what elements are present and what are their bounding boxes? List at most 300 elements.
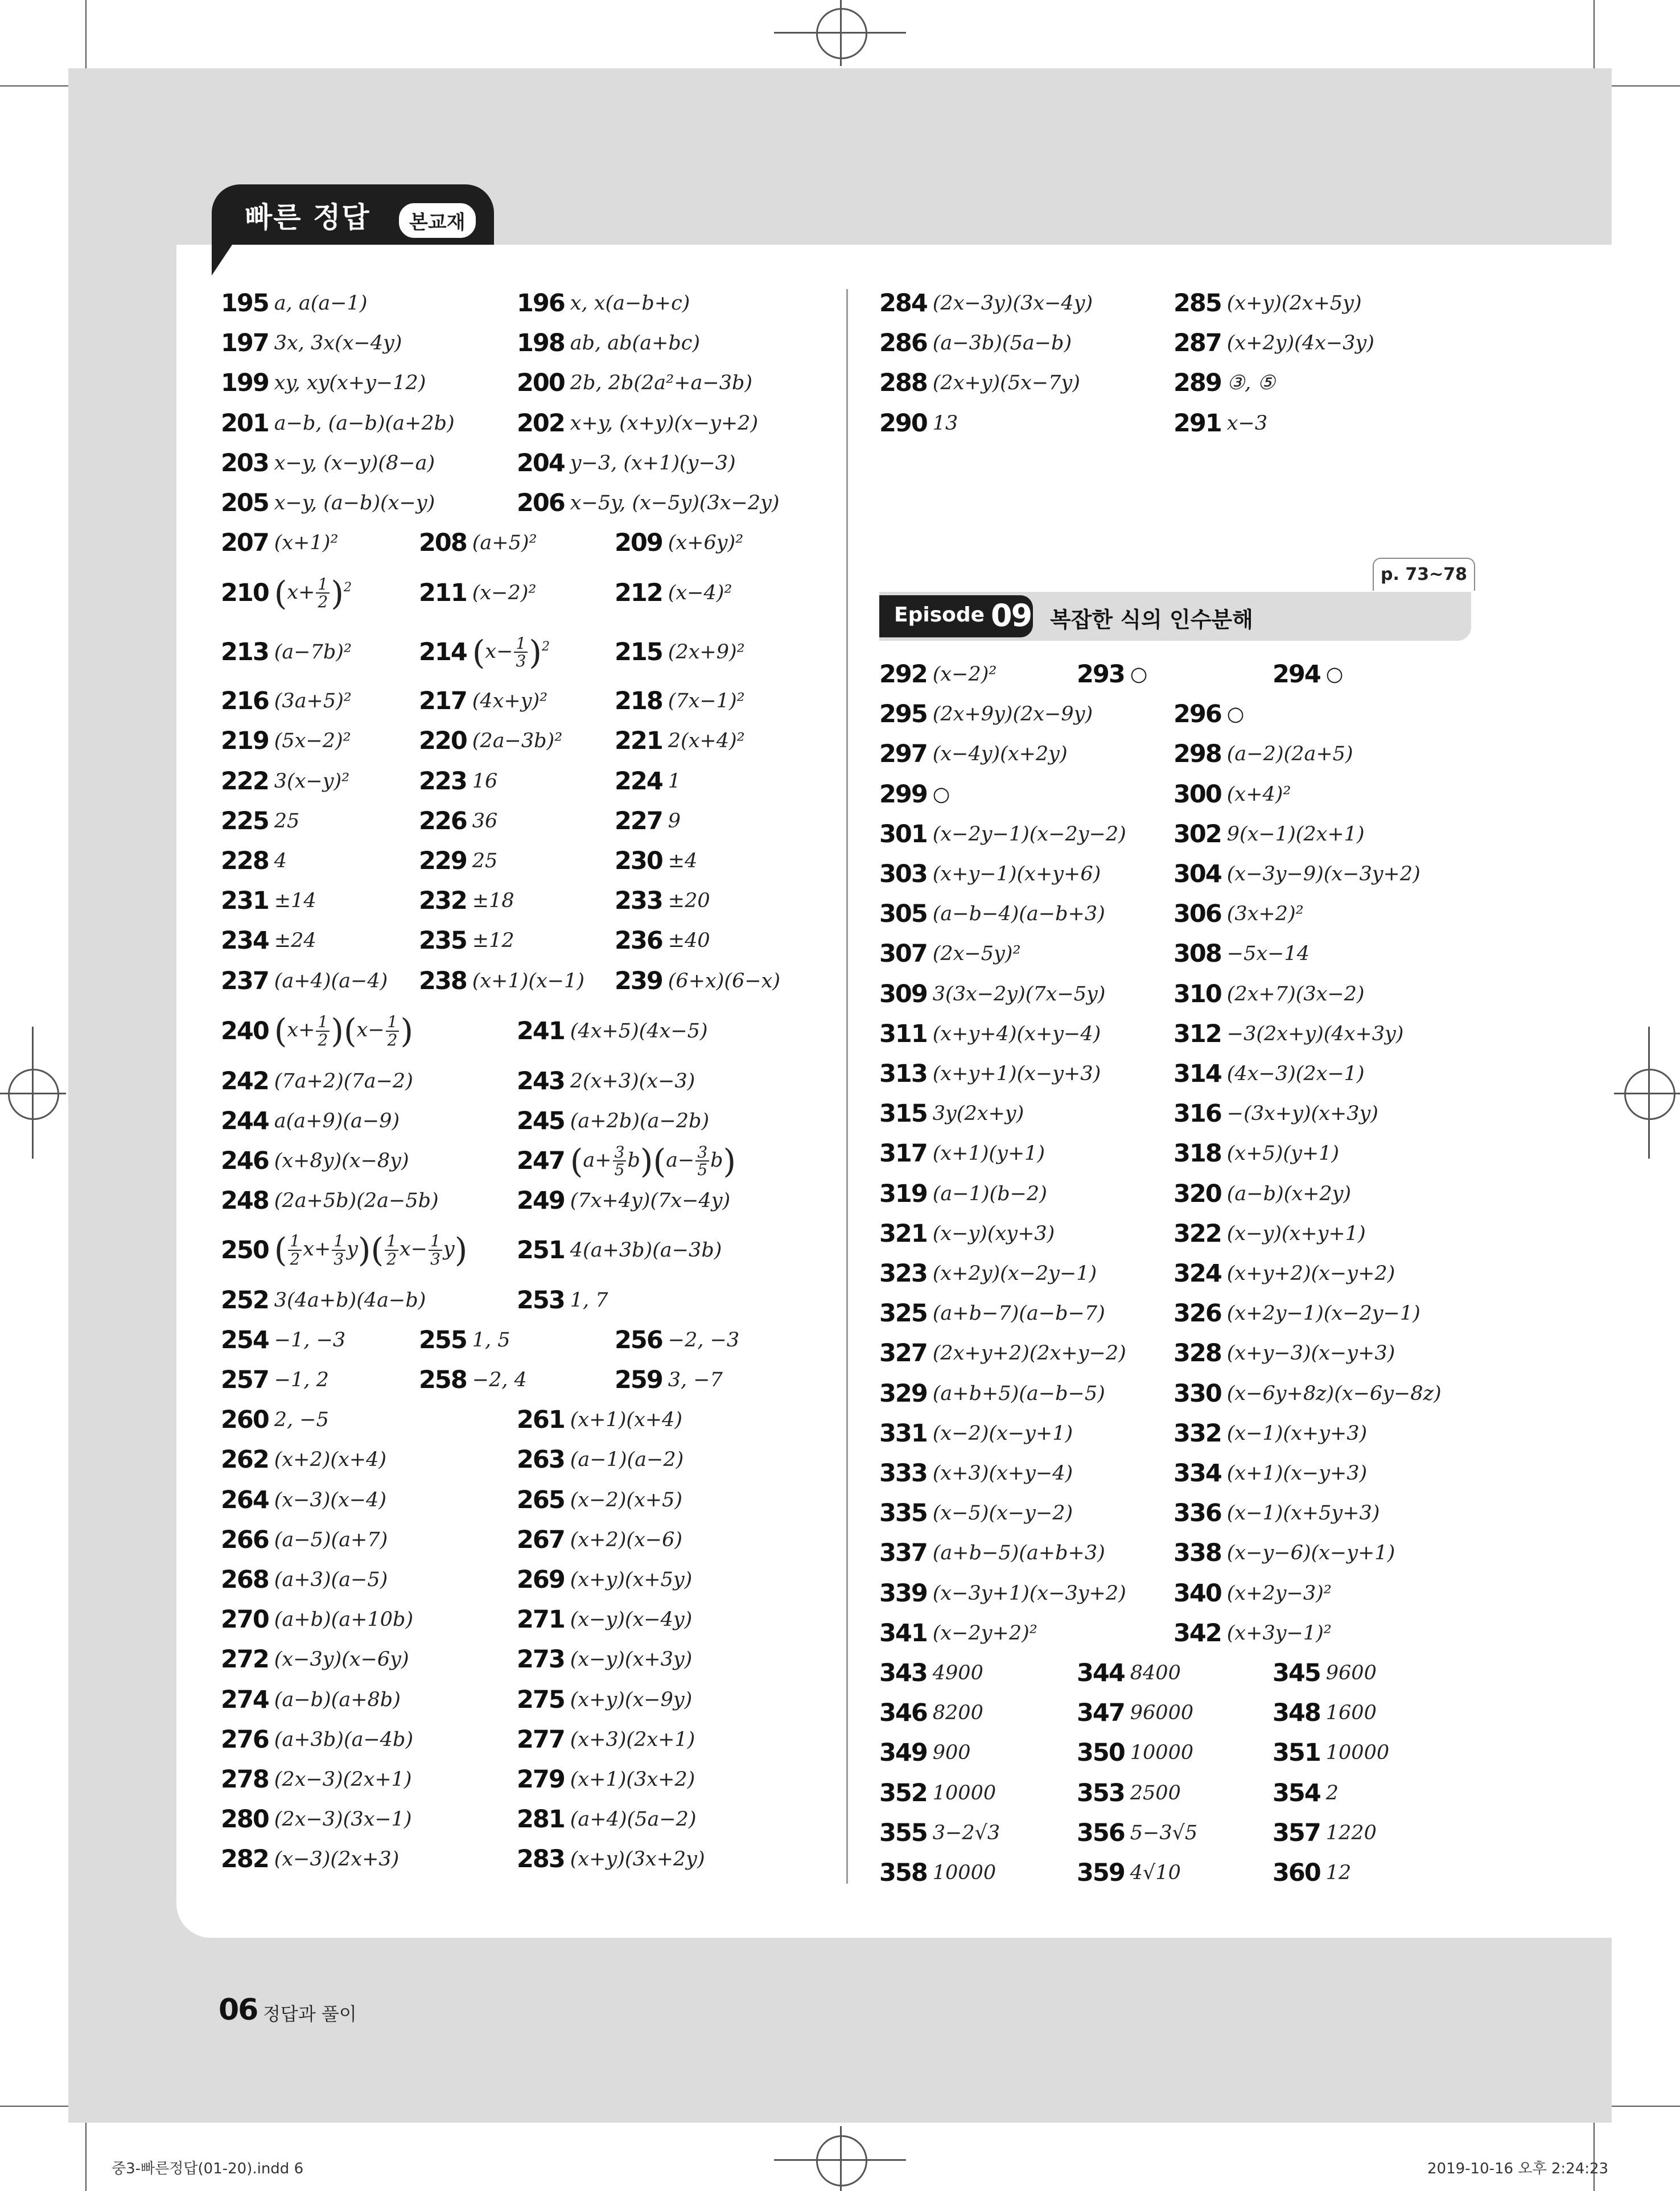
answer-number: 353 bbox=[1077, 1778, 1125, 1807]
answer-number: 290 bbox=[879, 409, 927, 438]
answer-value: (x−y)(x−4y) bbox=[570, 1608, 693, 1632]
answer-value: (x−2)(x+5) bbox=[570, 1488, 683, 1512]
answer-number: 260 bbox=[221, 1406, 269, 1435]
answer-number: 268 bbox=[221, 1566, 269, 1594]
answer-number: 238 bbox=[419, 966, 467, 995]
answer-item bbox=[221, 1760, 412, 1799]
answer-item bbox=[615, 632, 745, 672]
answer-number: 297 bbox=[879, 740, 927, 769]
answer-item bbox=[221, 1560, 388, 1600]
answer-value: (2x+9y)(2x−9y) bbox=[932, 703, 1093, 726]
registration-mark bbox=[840, 0, 842, 66]
answer-number: 239 bbox=[615, 966, 662, 995]
answer-item bbox=[221, 403, 455, 443]
answer-item bbox=[879, 854, 1101, 894]
answer-number: 355 bbox=[879, 1818, 927, 1847]
answer-value: −(3x+y)(x+3y) bbox=[1226, 1102, 1378, 1126]
answer-number: 338 bbox=[1173, 1539, 1221, 1568]
answer-value: x−3 bbox=[1226, 411, 1268, 435]
answer-value: (2x−5y)² bbox=[932, 942, 1021, 966]
answer-item bbox=[517, 483, 780, 523]
answer-value: 2b, 2b(2a²+a−3b) bbox=[570, 372, 753, 395]
answer-number: 322 bbox=[1173, 1219, 1221, 1248]
answer-value: ±24 bbox=[274, 929, 316, 953]
answer-number: 271 bbox=[517, 1605, 565, 1634]
answer-value: (x+1)(3x+2) bbox=[570, 1768, 695, 1791]
answer-number: 320 bbox=[1173, 1179, 1221, 1208]
answer-number: 207 bbox=[221, 529, 269, 558]
answer-number: 226 bbox=[419, 806, 467, 835]
answer-item bbox=[1173, 934, 1310, 974]
answer-number: 292 bbox=[879, 660, 927, 689]
answer-item bbox=[221, 1400, 329, 1440]
episode-banner bbox=[879, 592, 1471, 641]
answer-value: (7a+2)(7a−2) bbox=[274, 1069, 413, 1093]
answer-number: 216 bbox=[221, 687, 269, 716]
answer-number: 234 bbox=[221, 926, 269, 956]
answer-item bbox=[1173, 323, 1374, 363]
answer-item bbox=[517, 1680, 692, 1720]
answer-item bbox=[1173, 1214, 1366, 1254]
answer-item bbox=[879, 1574, 1126, 1613]
answer-number: 345 bbox=[1273, 1659, 1320, 1687]
answer-number: 206 bbox=[517, 489, 565, 517]
answer-number: 281 bbox=[517, 1805, 565, 1834]
answer-value: (3a+5)² bbox=[274, 690, 352, 713]
answer-number: 254 bbox=[221, 1325, 269, 1354]
answer-value: ③, ⑤ bbox=[1226, 372, 1275, 395]
answer-item bbox=[221, 961, 388, 1001]
answer-value: (a+b−7)(a−b−7) bbox=[932, 1302, 1105, 1325]
answer-number: 228 bbox=[221, 847, 269, 875]
answer-number: 277 bbox=[517, 1725, 565, 1754]
answer-number: 213 bbox=[221, 638, 269, 667]
answer-number: 310 bbox=[1173, 979, 1221, 1008]
answer-value: (2x+y)(5x−7y) bbox=[932, 372, 1080, 395]
answer-item bbox=[879, 1813, 1000, 1853]
answer-value: 96000 bbox=[1130, 1702, 1194, 1725]
answer-number: 317 bbox=[879, 1139, 927, 1168]
answer-number: 294 bbox=[1273, 660, 1320, 689]
answer-value: a−b, (a−b)(a+2b) bbox=[274, 411, 455, 435]
answer-number: 356 bbox=[1077, 1818, 1125, 1847]
answer-number: 212 bbox=[615, 579, 662, 608]
answer-value: (x−y−6)(x−y+1) bbox=[1226, 1542, 1395, 1565]
answer-item bbox=[419, 921, 514, 961]
answer-number: 316 bbox=[1173, 1099, 1221, 1129]
answer-number: 336 bbox=[1173, 1499, 1221, 1528]
answer-item bbox=[1173, 694, 1244, 734]
answer-number: 311 bbox=[879, 1019, 927, 1048]
answer-value: 4√10 bbox=[1130, 1861, 1181, 1884]
answer-value: 4900 bbox=[932, 1662, 983, 1685]
answer-item bbox=[419, 761, 497, 801]
answer-value: (x+3)(x+y−4) bbox=[932, 1462, 1073, 1485]
answer-item bbox=[221, 681, 352, 721]
answer-item bbox=[1173, 1374, 1442, 1414]
answer-value: −1, −3 bbox=[274, 1328, 346, 1352]
answer-value: (x+8y)(x−8y) bbox=[274, 1150, 409, 1173]
answer-number: 314 bbox=[1173, 1060, 1221, 1088]
answer-item bbox=[1173, 775, 1291, 814]
answer-item bbox=[1173, 1294, 1420, 1333]
answer-item bbox=[221, 573, 352, 613]
answer-number: 346 bbox=[879, 1699, 927, 1728]
answer-number: 287 bbox=[1173, 329, 1221, 358]
answer-number: 339 bbox=[879, 1579, 927, 1608]
answer-number: 204 bbox=[517, 448, 565, 477]
answer-number: 319 bbox=[879, 1179, 927, 1208]
answer-number: 283 bbox=[517, 1845, 565, 1874]
answer-value: (2x−3)(2x+1) bbox=[274, 1768, 412, 1791]
answer-number: 274 bbox=[221, 1685, 269, 1714]
crop-mark bbox=[85, 0, 87, 68]
answer-value: (6+x)(6−x) bbox=[668, 969, 781, 992]
answer-number: 332 bbox=[1173, 1419, 1221, 1448]
answer-item bbox=[879, 1134, 1045, 1173]
answer-value: 1600 bbox=[1325, 1702, 1377, 1725]
answer-number: 236 bbox=[615, 926, 662, 956]
answer-value: (a−1)(a−2) bbox=[570, 1448, 684, 1472]
answer-item bbox=[221, 1799, 412, 1839]
answer-value: 1, 7 bbox=[570, 1288, 608, 1312]
answer-value: x−y, (x−y)(8−a) bbox=[274, 451, 435, 475]
answer-item bbox=[1273, 1733, 1389, 1773]
crop-mark bbox=[1612, 2106, 1680, 2107]
answer-number: 233 bbox=[615, 887, 662, 916]
answer-number: 230 bbox=[615, 847, 662, 875]
answer-item bbox=[1077, 1813, 1197, 1853]
answer-number: 256 bbox=[615, 1325, 662, 1354]
answer-number: 323 bbox=[879, 1259, 927, 1288]
answer-number: 200 bbox=[517, 369, 565, 398]
answer-number: 261 bbox=[517, 1406, 565, 1435]
answer-item bbox=[879, 1653, 983, 1693]
answer-item bbox=[517, 1011, 708, 1051]
answer-value: 25 bbox=[472, 850, 498, 872]
answer-value: (a+3b)(a−4b) bbox=[274, 1728, 414, 1751]
answer-item bbox=[221, 841, 287, 881]
footer-label: 정답과 풀이 bbox=[263, 2003, 357, 2025]
answer-value: (2x+9)² bbox=[668, 641, 745, 664]
answer-number: 251 bbox=[517, 1235, 565, 1265]
answer-value: (x−2)² bbox=[932, 663, 997, 686]
answer-number: 273 bbox=[517, 1645, 565, 1674]
answer-value: (x+y−3)(x−y+3) bbox=[1226, 1342, 1395, 1365]
answer-item bbox=[221, 363, 426, 403]
answer-number: 318 bbox=[1173, 1139, 1221, 1168]
answer-number: 219 bbox=[221, 727, 269, 756]
answer-value: (x−2)(x−y+1) bbox=[932, 1422, 1073, 1445]
answer-item bbox=[419, 721, 562, 761]
answer-value: (x+1)(x+4) bbox=[570, 1408, 683, 1432]
answer-item bbox=[1173, 854, 1420, 894]
answer-value: −1, 2 bbox=[274, 1369, 329, 1391]
answer-number: 199 bbox=[221, 369, 269, 398]
answer-value: (a−b−4)(a−b+3) bbox=[932, 903, 1105, 926]
answer-value: 10000 bbox=[932, 1781, 997, 1805]
answer-value: 4 bbox=[274, 850, 287, 872]
answer-item bbox=[419, 961, 584, 1001]
answer-value: (x−3)(2x+3) bbox=[274, 1848, 400, 1871]
answer-number: 203 bbox=[221, 448, 269, 477]
answer-item bbox=[517, 1230, 722, 1270]
answer-number: 360 bbox=[1273, 1859, 1320, 1887]
answer-value: (2a−3b)² bbox=[472, 730, 563, 753]
answer-item bbox=[879, 734, 1068, 774]
answer-number: 237 bbox=[221, 966, 269, 995]
answer-value: −2, 4 bbox=[472, 1369, 527, 1391]
answer-value: 1 bbox=[668, 769, 681, 793]
section-badge: 본교재 bbox=[397, 201, 477, 240]
answer-number: 225 bbox=[221, 806, 269, 835]
answer-value: 2 bbox=[1325, 1781, 1339, 1805]
answer-number: 264 bbox=[221, 1485, 269, 1514]
answer-value: (x+2y)(x−2y−1) bbox=[932, 1262, 1097, 1285]
answer-item bbox=[221, 1839, 399, 1879]
answer-number: 343 bbox=[879, 1659, 927, 1687]
answer-item bbox=[1273, 1813, 1377, 1853]
answer-number: 347 bbox=[1077, 1699, 1125, 1728]
answer-value: (x+ $\frac{1}{2}$ )(x− $\frac{1}{2}$ ) bbox=[274, 1011, 414, 1051]
answer-item bbox=[517, 1600, 692, 1640]
answer-item bbox=[1273, 1773, 1339, 1813]
answer-item bbox=[221, 721, 351, 761]
answer-item bbox=[419, 1320, 510, 1360]
answer-number: 280 bbox=[221, 1805, 269, 1834]
answer-item bbox=[221, 443, 435, 483]
registration-mark bbox=[1614, 1093, 1680, 1094]
answer-item bbox=[879, 894, 1105, 934]
answer-item bbox=[517, 1799, 697, 1839]
answer-number: 330 bbox=[1173, 1379, 1221, 1408]
answer-number: 224 bbox=[615, 767, 662, 796]
answer-value: 4(a+3b)(a−3b) bbox=[570, 1238, 722, 1262]
answer-item bbox=[221, 632, 352, 672]
answer-value: 10000 bbox=[1130, 1741, 1194, 1765]
answer-value: (x+y+4)(x+y−4) bbox=[932, 1022, 1101, 1045]
answer-number: 266 bbox=[221, 1525, 269, 1554]
answer-number: 321 bbox=[879, 1219, 927, 1248]
answer-item bbox=[221, 1440, 386, 1480]
answer-value: 3y(2x+y) bbox=[932, 1102, 1024, 1126]
crop-mark bbox=[85, 2123, 87, 2191]
answer-item bbox=[1077, 1693, 1193, 1733]
answer-number: 305 bbox=[879, 900, 927, 929]
answer-item bbox=[517, 443, 736, 483]
answer-value: (x+1)(x−1) bbox=[472, 969, 585, 992]
answer-value: ±40 bbox=[668, 929, 710, 953]
answer-value: ±14 bbox=[274, 889, 316, 913]
answer-value: (x+2y)(4x−3y) bbox=[1226, 332, 1374, 355]
answer-number: 348 bbox=[1273, 1699, 1320, 1728]
answer-number: 279 bbox=[517, 1765, 565, 1794]
answer-value: 3x, 3x(x−4y) bbox=[274, 332, 402, 355]
answer-number: 263 bbox=[517, 1445, 565, 1475]
answer-number: 284 bbox=[879, 289, 927, 318]
answer-value: 12 bbox=[1325, 1861, 1352, 1884]
answer-item bbox=[419, 632, 550, 672]
answer-item bbox=[879, 1733, 971, 1773]
answer-value: 2(x+3)(x−3) bbox=[570, 1069, 695, 1093]
answer-item bbox=[419, 573, 536, 613]
answer-item bbox=[517, 283, 690, 323]
answer-number: 214 bbox=[419, 638, 467, 667]
answer-number: 244 bbox=[221, 1107, 269, 1135]
answer-number: 257 bbox=[221, 1366, 269, 1394]
answer-item bbox=[879, 283, 1093, 323]
answer-number: 255 bbox=[419, 1325, 467, 1354]
answer-value: ○ bbox=[932, 782, 950, 806]
answer-value: (a−1)(b−2) bbox=[932, 1182, 1047, 1205]
answer-item bbox=[517, 1640, 692, 1679]
answer-number: 240 bbox=[221, 1016, 269, 1045]
answer-item bbox=[221, 1101, 400, 1141]
answer-value: 13 bbox=[932, 411, 958, 435]
answer-value: (x−3)(x−4) bbox=[274, 1488, 387, 1512]
answer-value: (x−1)(x+5y+3) bbox=[1226, 1502, 1380, 1525]
answer-number: 342 bbox=[1173, 1618, 1221, 1648]
answer-number: 250 bbox=[221, 1235, 269, 1265]
answer-number: 242 bbox=[221, 1066, 269, 1096]
answer-item bbox=[1173, 1533, 1395, 1573]
section-header-tab bbox=[212, 184, 494, 245]
answer-item bbox=[221, 1520, 388, 1560]
answer-number: 303 bbox=[879, 860, 927, 888]
episode-label bbox=[879, 595, 1033, 637]
answer-item bbox=[517, 1720, 695, 1760]
answer-number: 351 bbox=[1273, 1739, 1320, 1768]
answer-value: (x−4y)(x+2y) bbox=[932, 743, 1068, 766]
answer-value: (a−5)(a+7) bbox=[274, 1528, 388, 1551]
answer-item bbox=[615, 1360, 723, 1400]
answer-value: −2, −3 bbox=[668, 1328, 740, 1352]
print-slug-timestamp: 2019-10-16 오후 2:24:23 bbox=[1427, 2160, 1609, 2177]
answer-number: 357 bbox=[1273, 1818, 1320, 1847]
answer-value: 9(x−1)(2x+1) bbox=[1226, 822, 1365, 846]
answer-value: (a−2)(2a+5) bbox=[1226, 743, 1353, 766]
answer-number: 325 bbox=[879, 1299, 927, 1328]
answer-value: (x+y)(x+5y) bbox=[570, 1568, 693, 1591]
answer-value: 8200 bbox=[932, 1702, 983, 1725]
answer-value: (x−2)² bbox=[472, 582, 537, 605]
answer-item bbox=[879, 1533, 1105, 1573]
answer-item bbox=[221, 1480, 386, 1520]
answer-value: x, x(a−b+c) bbox=[570, 292, 690, 315]
answer-value: (2x−3)(3x−1) bbox=[274, 1808, 412, 1831]
answer-number: 243 bbox=[517, 1066, 565, 1096]
answer-item bbox=[1273, 654, 1343, 694]
answer-number: 211 bbox=[419, 579, 467, 608]
answer-item bbox=[221, 1680, 401, 1720]
answer-value: −3(2x+y)(4x+3y) bbox=[1226, 1022, 1404, 1045]
answer-number: 340 bbox=[1173, 1579, 1221, 1608]
answer-value: a, a(a−1) bbox=[274, 292, 368, 315]
answer-number: 258 bbox=[419, 1366, 467, 1394]
registration-mark bbox=[1648, 1027, 1650, 1159]
answer-item bbox=[517, 1440, 683, 1480]
registration-mark bbox=[1624, 1069, 1675, 1120]
answer-number: 288 bbox=[879, 369, 927, 398]
answer-number: 196 bbox=[517, 289, 565, 318]
answer-number: 195 bbox=[221, 289, 269, 318]
answer-value: (x−4)² bbox=[668, 582, 732, 605]
answer-item bbox=[1273, 1853, 1351, 1893]
answer-item bbox=[221, 761, 349, 801]
answer-number: 296 bbox=[1173, 700, 1221, 729]
answer-number: 327 bbox=[879, 1339, 927, 1368]
answer-item bbox=[517, 1280, 608, 1320]
answer-value: (x+4)² bbox=[1226, 782, 1291, 806]
answer-item bbox=[517, 1061, 695, 1101]
answer-value: 3−2√3 bbox=[932, 1821, 1000, 1844]
answer-value: (7x+4y)(7x−4y) bbox=[570, 1189, 731, 1213]
answer-value: 3(x−y)² bbox=[274, 769, 350, 793]
answer-number: 252 bbox=[221, 1286, 269, 1315]
answer-item bbox=[221, 1280, 426, 1320]
answer-value: (x+1)² bbox=[274, 532, 339, 555]
answer-item bbox=[221, 283, 368, 323]
answer-value: (a+ $\frac{3}{5}$ b)(a− $\frac{3}{5}$ b) bbox=[570, 1142, 736, 1181]
answer-number: 334 bbox=[1173, 1459, 1221, 1488]
answer-item bbox=[517, 1181, 730, 1221]
answer-item bbox=[615, 961, 780, 1001]
answer-item bbox=[879, 1214, 1055, 1254]
answer-item bbox=[1173, 1134, 1339, 1173]
answer-number: 208 bbox=[419, 529, 467, 558]
answer-item bbox=[615, 801, 681, 841]
answer-number: 301 bbox=[879, 819, 927, 849]
answer-item bbox=[221, 1230, 467, 1270]
answer-value: 36 bbox=[472, 809, 498, 833]
answer-value: ○ bbox=[1226, 703, 1245, 726]
answer-item bbox=[615, 1320, 739, 1360]
answer-item bbox=[615, 721, 745, 761]
answer-number: 229 bbox=[419, 847, 467, 875]
answer-number: 241 bbox=[517, 1016, 565, 1045]
answer-value: (a−b)(a+8b) bbox=[274, 1688, 401, 1711]
answer-number: 329 bbox=[879, 1379, 927, 1408]
answer-item bbox=[221, 1141, 409, 1181]
answer-value: ab, ab(a+bc) bbox=[570, 332, 701, 355]
answer-item bbox=[879, 323, 1072, 363]
answer-value: ( $\frac{1}{2}$ x+ $\frac{1}{3}$ y)( $\frac{1}{2}$ x− $\frac{1}{3}$ y) bbox=[274, 1230, 468, 1270]
answer-item bbox=[615, 573, 732, 613]
answer-item bbox=[221, 1061, 413, 1101]
registration-mark bbox=[840, 2126, 842, 2191]
answer-item bbox=[879, 934, 1020, 974]
answer-item bbox=[221, 1320, 345, 1360]
answer-item bbox=[1173, 734, 1353, 774]
answer-number: 309 bbox=[879, 979, 927, 1008]
answer-number: 235 bbox=[419, 926, 467, 956]
crop-mark bbox=[1612, 85, 1680, 87]
answer-item bbox=[517, 1520, 682, 1560]
answer-item bbox=[1173, 1014, 1403, 1054]
answer-value: (x+2)(x−6) bbox=[570, 1528, 683, 1551]
answer-item bbox=[1077, 1733, 1193, 1773]
answer-item bbox=[1173, 1453, 1367, 1493]
page-number: 06 bbox=[219, 1993, 258, 2027]
answer-value: 5−3√5 bbox=[1130, 1821, 1198, 1844]
answer-number: 358 bbox=[879, 1859, 927, 1887]
episode-word: Episode bbox=[894, 603, 985, 627]
answer-value: 1, 5 bbox=[472, 1328, 510, 1352]
answer-value: ±12 bbox=[472, 929, 514, 953]
answer-value: (a+3)(a−5) bbox=[274, 1568, 388, 1591]
answer-number: 293 bbox=[1077, 660, 1125, 689]
answer-number: 354 bbox=[1273, 1778, 1320, 1807]
